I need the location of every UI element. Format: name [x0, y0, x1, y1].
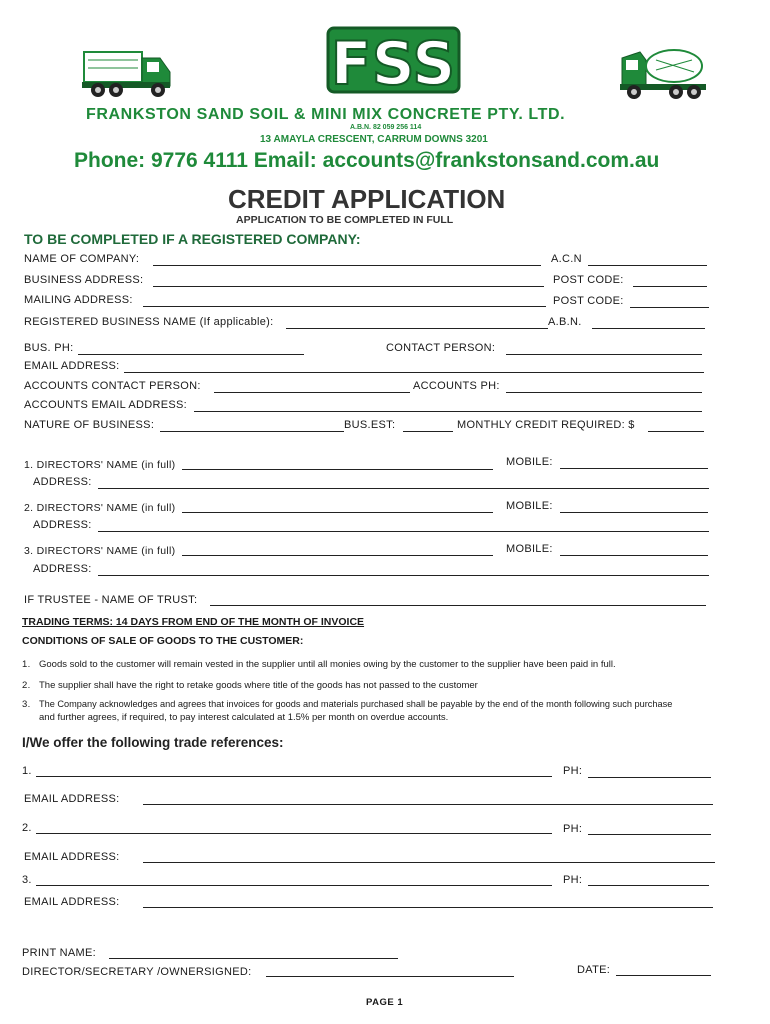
registered-business-name-field[interactable]	[286, 328, 548, 329]
director-3-name-field[interactable]	[182, 555, 493, 556]
reference-3-ph-label: PH:	[563, 874, 583, 886]
post-code-label-2: POST CODE:	[553, 295, 624, 307]
acn-label: A.C.N	[551, 253, 582, 265]
trading-terms: TRADING TERMS: 14 DAYS FROM END OF THE MONTH OF INVOICE	[22, 616, 365, 628]
page-number: PAGE 1	[366, 997, 404, 1008]
reference-2-name-field[interactable]	[36, 833, 552, 834]
condition-2-number: 2.	[22, 680, 31, 691]
business-address-label: BUSINESS ADDRESS:	[24, 274, 144, 286]
reference-2-ph-field[interactable]	[588, 834, 711, 835]
director-1-mobile-label: MOBILE:	[506, 456, 553, 468]
reference-3-number: 3.	[22, 874, 32, 886]
director-3-name-label: 3. DIRECTORS' NAME (in full)	[24, 545, 176, 557]
company-logo	[325, 18, 462, 102]
director-3-mobile-field[interactable]	[560, 555, 708, 556]
post-code-field-2[interactable]	[630, 307, 709, 308]
director-1-address-label: ADDRESS:	[33, 476, 92, 488]
trustee-field[interactable]	[210, 605, 706, 606]
form-title: CREDIT APPLICATION	[228, 184, 506, 214]
company-abn: A.B.N. 82 059 256 114	[350, 124, 422, 131]
mailing-address-label: MAILING ADDRESS:	[24, 294, 133, 306]
registered-business-name-label: REGISTERED BUSINESS NAME (If applicable):	[24, 316, 274, 328]
director-3-mobile-label: MOBILE:	[506, 543, 553, 555]
bus-est-field[interactable]	[403, 431, 453, 432]
business-address-field[interactable]	[153, 286, 544, 287]
post-code-label-1: POST CODE:	[553, 274, 624, 286]
condition-2-text: The supplier shall have the right to retake goods where title of the goods has not passed to the customer	[39, 680, 478, 691]
condition-3-text: The Company acknowledges and agrees that invoices for goods and materials purchased shall be payable by the end of the month following such purchase	[39, 699, 673, 709]
director-1-mobile-field[interactable]	[560, 468, 708, 469]
reference-1-ph-field[interactable]	[588, 777, 711, 778]
reference-1-ph-label: PH:	[563, 765, 583, 777]
director-1-name-label: 1. DIRECTORS' NAME (in full)	[24, 459, 176, 471]
director-2-address-field[interactable]	[98, 531, 709, 532]
condition-1-number: 1.	[22, 659, 31, 670]
reference-2-email-label: EMAIL ADDRESS:	[24, 851, 120, 863]
trustee-label: IF TRUSTEE - NAME OF TRUST:	[24, 594, 198, 606]
monthly-credit-label: MONTHLY CREDIT REQUIRED: $	[457, 419, 635, 431]
reference-3-ph-field[interactable]	[588, 885, 709, 886]
reference-3-email-field[interactable]	[143, 907, 713, 908]
condition-1-text: Goods sold to the customer will remain vested in the supplier until all monies owing by the customer to the supplier have been paid in full.	[39, 659, 616, 670]
bus-est-label: BUS.EST:	[344, 419, 396, 431]
reference-1-email-label: EMAIL ADDRESS:	[24, 793, 120, 805]
reference-3-email-label: EMAIL ADDRESS:	[24, 896, 120, 908]
accounts-contact-person-field[interactable]	[214, 392, 410, 393]
truck-left-icon	[80, 40, 175, 102]
signed-label: DIRECTOR/SECRETARY /OWNERSIGNED:	[22, 966, 252, 978]
condition-3-text-continued: and further agrees, if required, to pay interest calculated at 1.5% per month on overdue accounts.	[39, 712, 449, 723]
form-subtitle: APPLICATION TO BE COMPLETED IN FULL	[236, 214, 454, 226]
abn-label: A.B.N.	[548, 316, 582, 328]
print-name-field[interactable]	[109, 958, 398, 959]
director-2-name-label: 2. DIRECTORS' NAME (in full)	[24, 502, 176, 514]
company-name: FRANKSTON SAND SOIL & MINI MIX CONCRETE PTY. LTD.	[86, 106, 566, 123]
acn-field[interactable]	[588, 265, 707, 266]
date-label: DATE:	[577, 964, 611, 976]
director-2-mobile-label: MOBILE:	[506, 500, 553, 512]
reference-1-number: 1.	[22, 765, 32, 777]
section-company-heading: TO BE COMPLETED IF A REGISTERED COMPANY:	[24, 231, 361, 247]
monthly-credit-field[interactable]	[648, 431, 704, 432]
truck-right-icon	[616, 38, 711, 102]
contact-person-field[interactable]	[506, 354, 702, 355]
reference-2-ph-label: PH:	[563, 823, 583, 835]
director-1-name-field[interactable]	[182, 469, 493, 470]
accounts-email-field[interactable]	[194, 411, 702, 412]
director-3-address-label: ADDRESS:	[33, 563, 92, 575]
director-2-address-label: ADDRESS:	[33, 519, 92, 531]
director-3-address-field[interactable]	[98, 575, 709, 576]
print-name-label: PRINT NAME:	[22, 947, 96, 959]
bus-ph-label: BUS. PH:	[24, 342, 74, 354]
nature-of-business-field[interactable]	[160, 431, 344, 432]
accounts-ph-label: ACCOUNTS PH:	[413, 380, 500, 392]
director-1-address-field[interactable]	[98, 488, 709, 489]
email-address-label: EMAIL ADDRESS:	[24, 360, 120, 372]
reference-1-email-field[interactable]	[143, 804, 713, 805]
nature-of-business-label: NATURE OF BUSINESS:	[24, 419, 155, 431]
reference-2-email-field[interactable]	[143, 862, 715, 863]
post-code-field-1[interactable]	[633, 286, 707, 287]
contact-person-label: CONTACT PERSON:	[386, 342, 496, 354]
references-title: I/We offer the following trade references:	[22, 735, 284, 750]
date-field[interactable]	[616, 975, 711, 976]
accounts-email-label: ACCOUNTS EMAIL ADDRESS:	[24, 399, 187, 411]
name-of-company-field[interactable]	[153, 265, 541, 266]
accounts-contact-person-label: ACCOUNTS CONTACT PERSON:	[24, 380, 201, 392]
conditions-title: CONDITIONS OF SALE OF GOODS TO THE CUSTOMER:	[22, 635, 304, 647]
company-contact: Phone: 9776 4111 Email: accounts@frankstonsand.com.au	[74, 149, 660, 172]
director-2-name-field[interactable]	[182, 512, 493, 513]
email-address-field[interactable]	[124, 372, 704, 373]
reference-1-name-field[interactable]	[36, 776, 552, 777]
name-of-company-label: NAME OF COMPANY:	[24, 253, 140, 265]
bus-ph-field[interactable]	[78, 354, 304, 355]
director-2-mobile-field[interactable]	[560, 512, 708, 513]
reference-3-name-field[interactable]	[36, 885, 552, 886]
company-address: 13 AMAYLA CRESCENT, CARRUM DOWNS 3201	[260, 134, 488, 145]
abn-field[interactable]	[592, 328, 705, 329]
signature-field[interactable]	[266, 976, 514, 977]
svg-text:FSS: FSS	[330, 29, 456, 99]
accounts-ph-field[interactable]	[506, 392, 702, 393]
mailing-address-field[interactable]	[143, 306, 546, 307]
reference-2-number: 2.	[22, 822, 32, 834]
condition-3-number: 3.	[22, 699, 31, 710]
